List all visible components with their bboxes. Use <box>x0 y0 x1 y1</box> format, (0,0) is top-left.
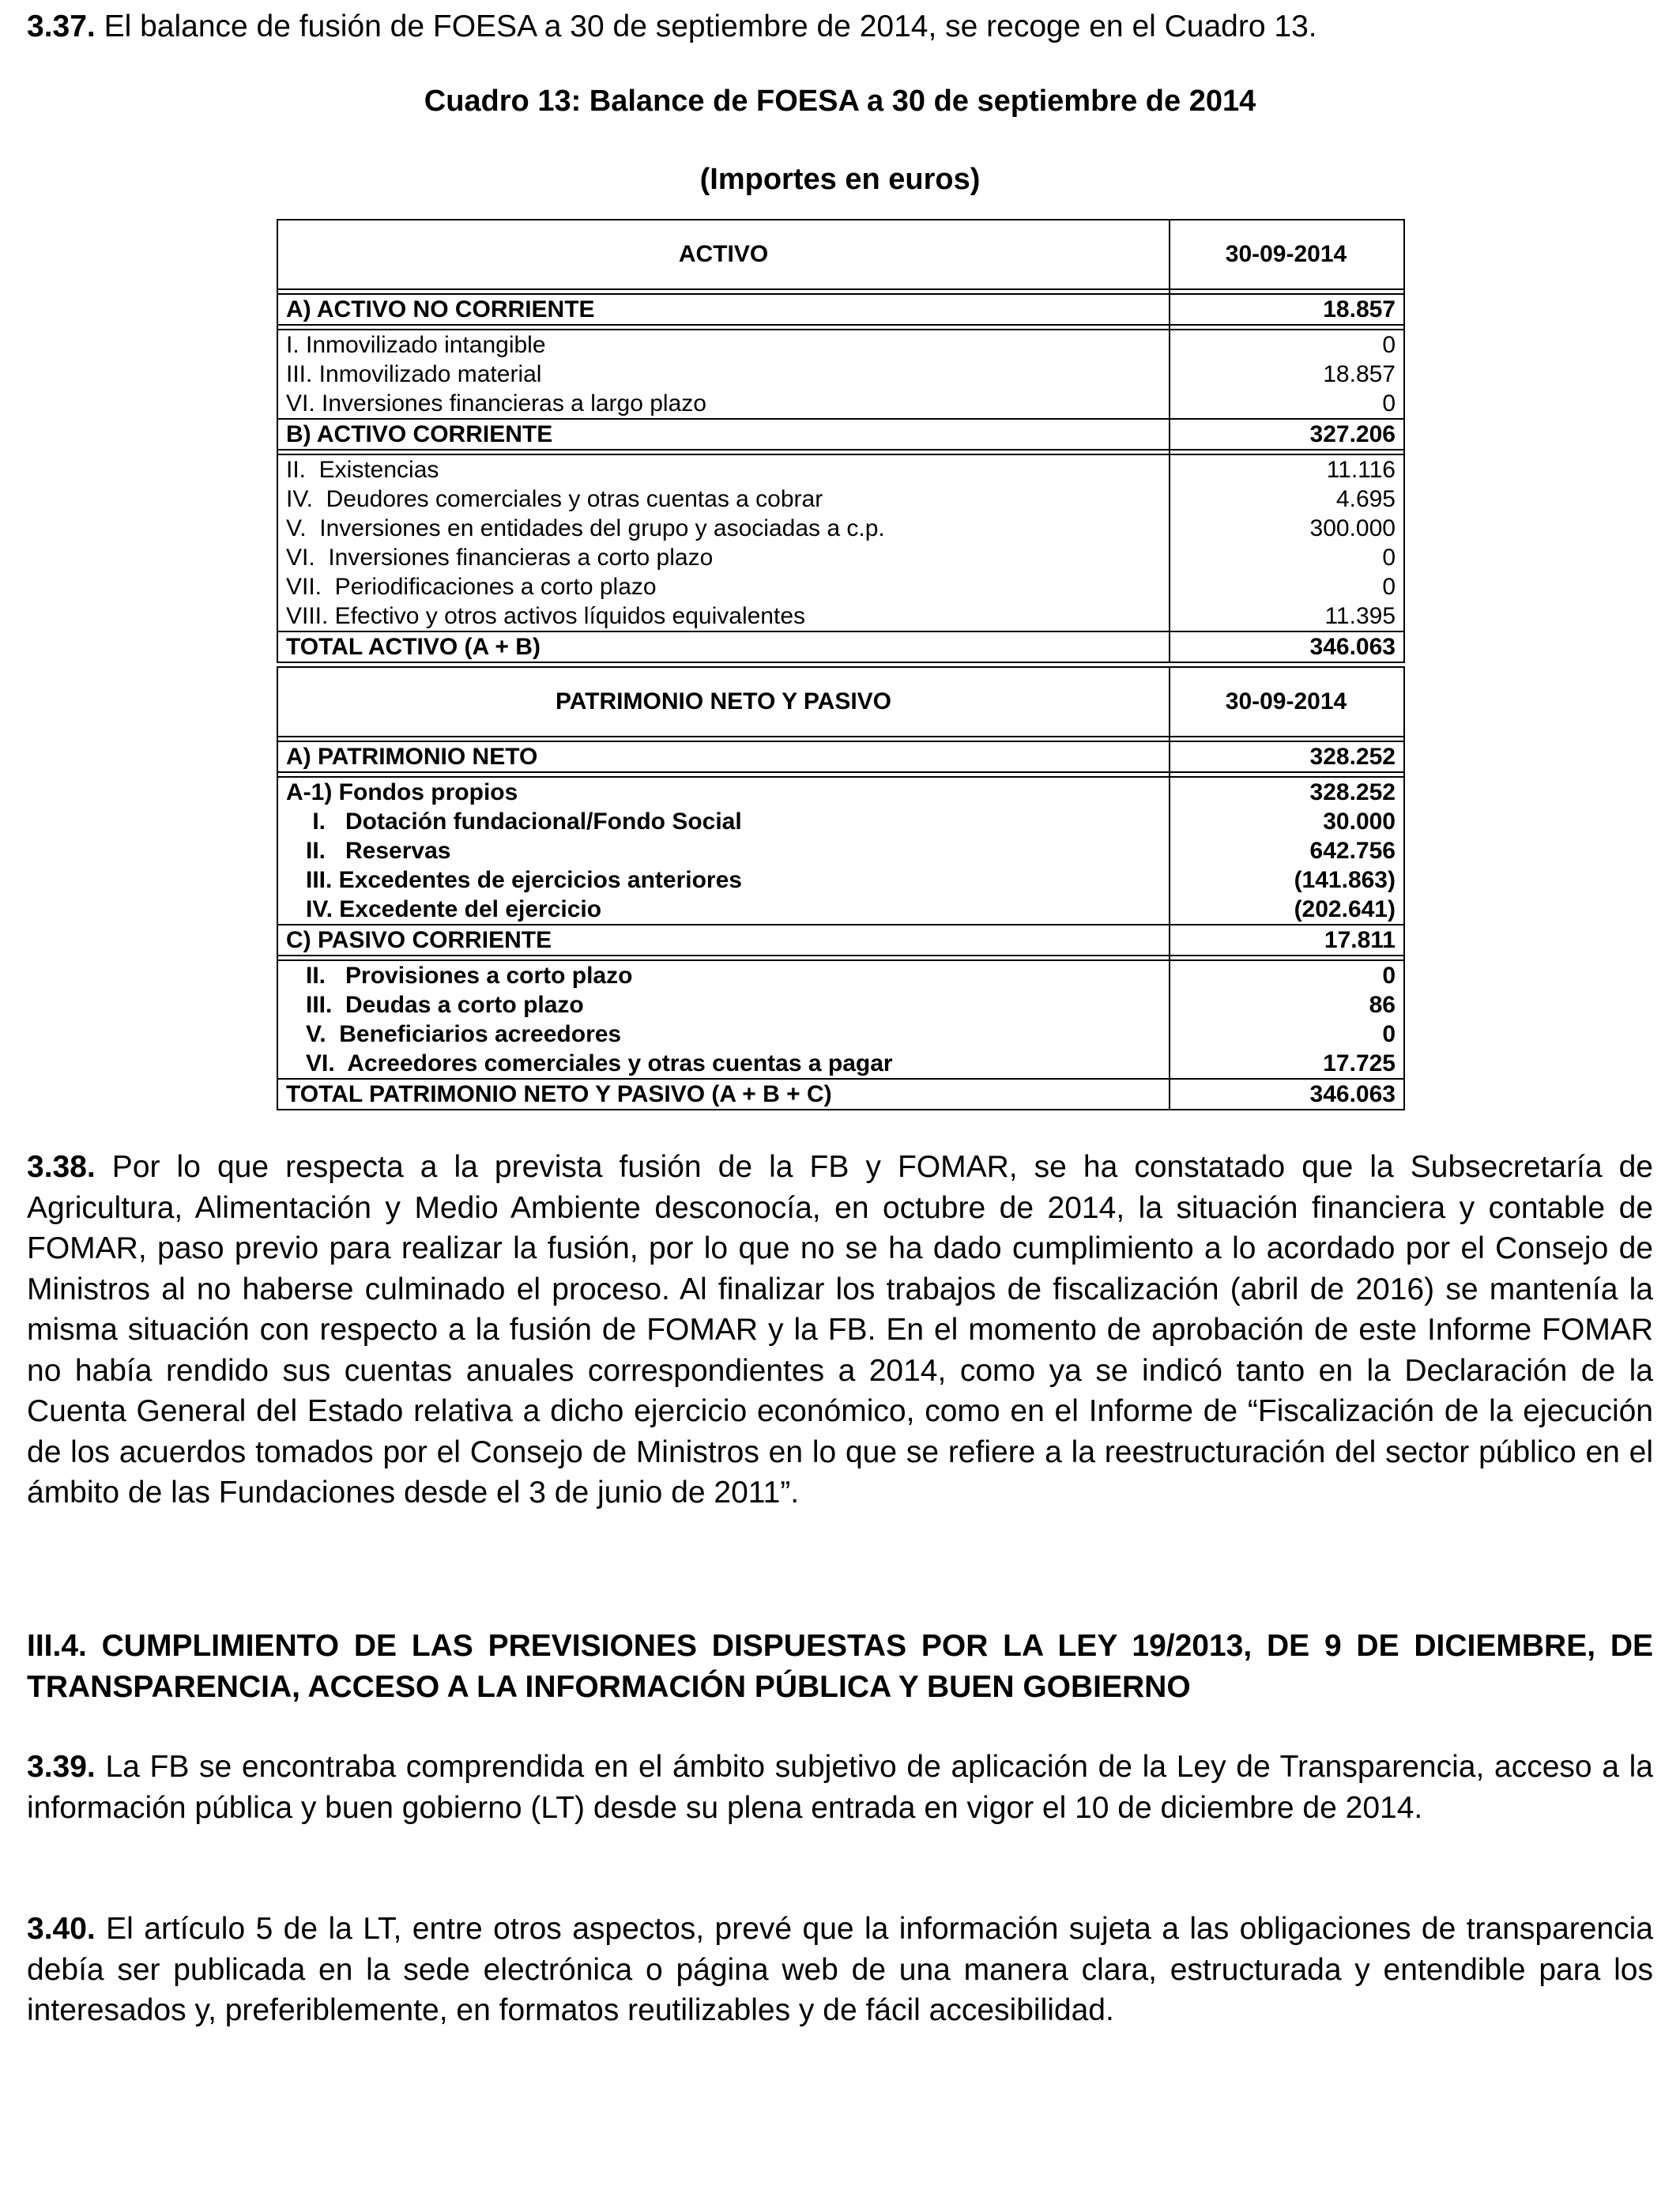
section-heading: III.4. CUMPLIMIENTO DE LAS PREVISIONES DISPUESTAS POR LA LEY 19/2013, DE 9 DE DICIEMBRE, DE TRANSPARENCIA, ACCESO A LA INFORMACIÓN PÚBLICA Y BUEN GOBIERNO <box>27 1629 1653 1704</box>
paragraph-text: El balance de fusión de FOESA a 30 de septiembre de 2014, se recoge en el Cuadro 13. <box>95 9 1317 43</box>
pasivo-section <box>277 666 1405 1110</box>
row-value: 0 <box>1382 962 1396 989</box>
activo-header <box>278 221 1403 288</box>
pasivo-header-date: 30-09-2014 <box>1225 688 1347 714</box>
table-row <box>278 543 1403 572</box>
row-label: VI. Inversiones financieras a largo plazo <box>286 390 706 417</box>
row-value: 0 <box>1382 331 1396 358</box>
row-value: 30.000 <box>1323 808 1396 835</box>
row-label: VI. Inversiones financieras a corto plazo <box>286 544 714 571</box>
row-value: 346.063 <box>1309 1080 1396 1107</box>
paragraph-3-40 <box>27 1909 1653 2031</box>
row-label: III. Excedentes de ejercicios anteriores <box>286 866 742 893</box>
row-label: A) PATRIMONIO NETO <box>286 743 538 770</box>
paragraph-3-37 <box>27 6 1653 47</box>
table-row <box>278 330 1403 360</box>
row-value: 0 <box>1382 544 1396 571</box>
row-value: 346.063 <box>1309 633 1396 660</box>
row-value: 0 <box>1382 1020 1396 1047</box>
row-label: II. Provisiones a corto plazo <box>286 962 633 989</box>
table-row <box>278 895 1403 924</box>
table-row <box>278 418 1403 449</box>
activo-section <box>277 219 1405 663</box>
table-row <box>278 360 1403 389</box>
row-value: (141.863) <box>1294 866 1396 893</box>
table-row <box>278 572 1403 601</box>
row-label: C) PASIVO CORRIENTE <box>286 926 552 953</box>
row-value: 328.252 <box>1309 743 1396 770</box>
total-row <box>278 631 1403 662</box>
table-row <box>278 455 1403 484</box>
table-row <box>278 1020 1403 1049</box>
paragraph-text: El artículo 5 de la LT, entre otros aspectos, prevé que la información sujeta a las obligaciones de transparencia debía ser publicada en la sede electrónica o página web de una manera clara, estructurada y entendible para los interesados y, preferiblemente, en formatos reutilizables y de fácil accesibilidad. <box>27 1912 1653 2027</box>
paragraph-number: 3.37. <box>27 9 96 43</box>
row-label: III. Deudas a corto plazo <box>286 991 584 1018</box>
row-label: V. Inversiones en entidades del grupo y asociadas a c.p. <box>286 515 885 541</box>
paragraph-number: 3.38. <box>27 1150 96 1184</box>
row-value: 18.857 <box>1323 296 1396 322</box>
table-subtitle: (Importes en euros) <box>699 163 981 196</box>
paragraph-number: 3.40. <box>27 1912 96 1946</box>
row-value: 300.000 <box>1309 515 1396 541</box>
row-label: TOTAL PATRIMONIO NETO Y PASIVO (A + B + C) <box>286 1080 832 1107</box>
activo-header-label: ACTIVO <box>678 241 769 267</box>
table-row <box>278 778 1403 807</box>
table-title: Cuadro 13: Balance de FOESA a 30 de septiembre de 2014 <box>424 85 1256 118</box>
pasivo-header <box>278 668 1403 736</box>
row-label: A) ACTIVO NO CORRIENTE <box>286 296 595 322</box>
row-value: 642.756 <box>1309 837 1396 864</box>
row-value: 328.252 <box>1309 778 1396 805</box>
table-row <box>278 484 1403 514</box>
table-row <box>278 924 1403 955</box>
table-row <box>278 389 1403 418</box>
table-row <box>278 961 1403 990</box>
row-label: V. Beneficiarios acreedores <box>286 1020 622 1047</box>
row-value: 11.116 <box>1326 456 1396 483</box>
row-label: A-1) Fondos propios <box>286 778 518 805</box>
row-value: 18.857 <box>1323 360 1396 387</box>
row-label: VII. Periodificaciones a corto plazo <box>286 573 657 600</box>
row-label: II. Reservas <box>286 837 451 864</box>
row-value: 0 <box>1382 573 1396 600</box>
row-label: II. Existencias <box>286 456 439 483</box>
row-label: IV. Deudores comerciales y otras cuentas a cobrar <box>286 485 823 512</box>
total-row <box>278 1078 1403 1109</box>
table-row <box>278 514 1403 543</box>
row-value: 0 <box>1382 390 1396 417</box>
row-label: VI. Acreedores comerciales y otras cuentas a pagar <box>286 1050 893 1076</box>
row-label: I. Dotación fundacional/Fondo Social <box>286 808 742 835</box>
paragraph-text: Por lo que respecta a la prevista fusión de la FB y FOMAR, se ha constatado que la Subsecretaría de Agricultura, Alimentación y Medio Ambiente desconocía, en octubre de 2014, la situación financiera y contable de FOMAR, paso previo para realizar la fusión, por lo que no se ha dado cumplimiento a lo acordado por el Consejo de Ministros al no haberse culminado el proceso. Al finalizar los trabajos de fiscalización (abril de 2016) se mantenía la misma situación con respecto a la fusión de FOMAR y la FB. En el momento de aprobación de este Informe FOMAR no había rendido sus cuentas anuales correspondientes a 2014, como ya se indicó tanto en la Declaración de la Cuenta General del Estado relativa a dicho ejercicio económico, como en el Informe de “Fiscalización de la ejecución de los acuerdos tomados por el Consejo de Ministros en lo que se refiere a la reestructuración del sector público en el ámbito de las Fundaciones desde el 3 de junio de 2011”. <box>27 1150 1653 1510</box>
row-value: 327.206 <box>1309 420 1396 447</box>
table-row <box>278 295 1403 324</box>
row-label: IV. Excedente del ejercicio <box>286 895 602 922</box>
table-row <box>278 836 1403 865</box>
activo-header-date: 30-09-2014 <box>1225 241 1347 267</box>
table-row <box>278 742 1403 771</box>
row-label: I. Inmovilizado intangible <box>286 331 546 358</box>
table-row <box>278 1049 1403 1078</box>
paragraph-3-39 <box>27 1747 1653 1828</box>
table-row <box>278 601 1403 631</box>
row-label: VIII. Efectivo y otros activos líquidos equivalentes <box>286 602 805 629</box>
paragraph-text: La FB se encontraba comprendida en el ámbito subjetivo de aplicación de la Ley de Transparencia, acceso a la información pública y buen gobierno (LT) desde su plena entrada en vigor el 10 de diciembre de 2014. <box>27 1750 1653 1825</box>
row-value: 17.811 <box>1324 926 1396 953</box>
row-value: 11.395 <box>1324 602 1396 629</box>
row-value: 4.695 <box>1335 485 1396 512</box>
row-value: 86 <box>1369 991 1396 1018</box>
row-value: (202.641) <box>1294 895 1396 922</box>
table-row <box>278 865 1403 895</box>
row-label: TOTAL ACTIVO (A + B) <box>286 633 541 660</box>
table-row <box>278 807 1403 836</box>
row-label: III. Inmovilizado material <box>286 360 542 387</box>
paragraph-3-38 <box>27 1147 1653 1514</box>
pasivo-header-label: PATRIMONIO NETO Y PASIVO <box>555 688 892 714</box>
table-row <box>278 990 1403 1020</box>
row-label: B) ACTIVO CORRIENTE <box>286 420 553 447</box>
row-value: 17.725 <box>1323 1050 1396 1076</box>
paragraph-number: 3.39. <box>27 1750 96 1784</box>
balance-table <box>277 219 1405 1110</box>
